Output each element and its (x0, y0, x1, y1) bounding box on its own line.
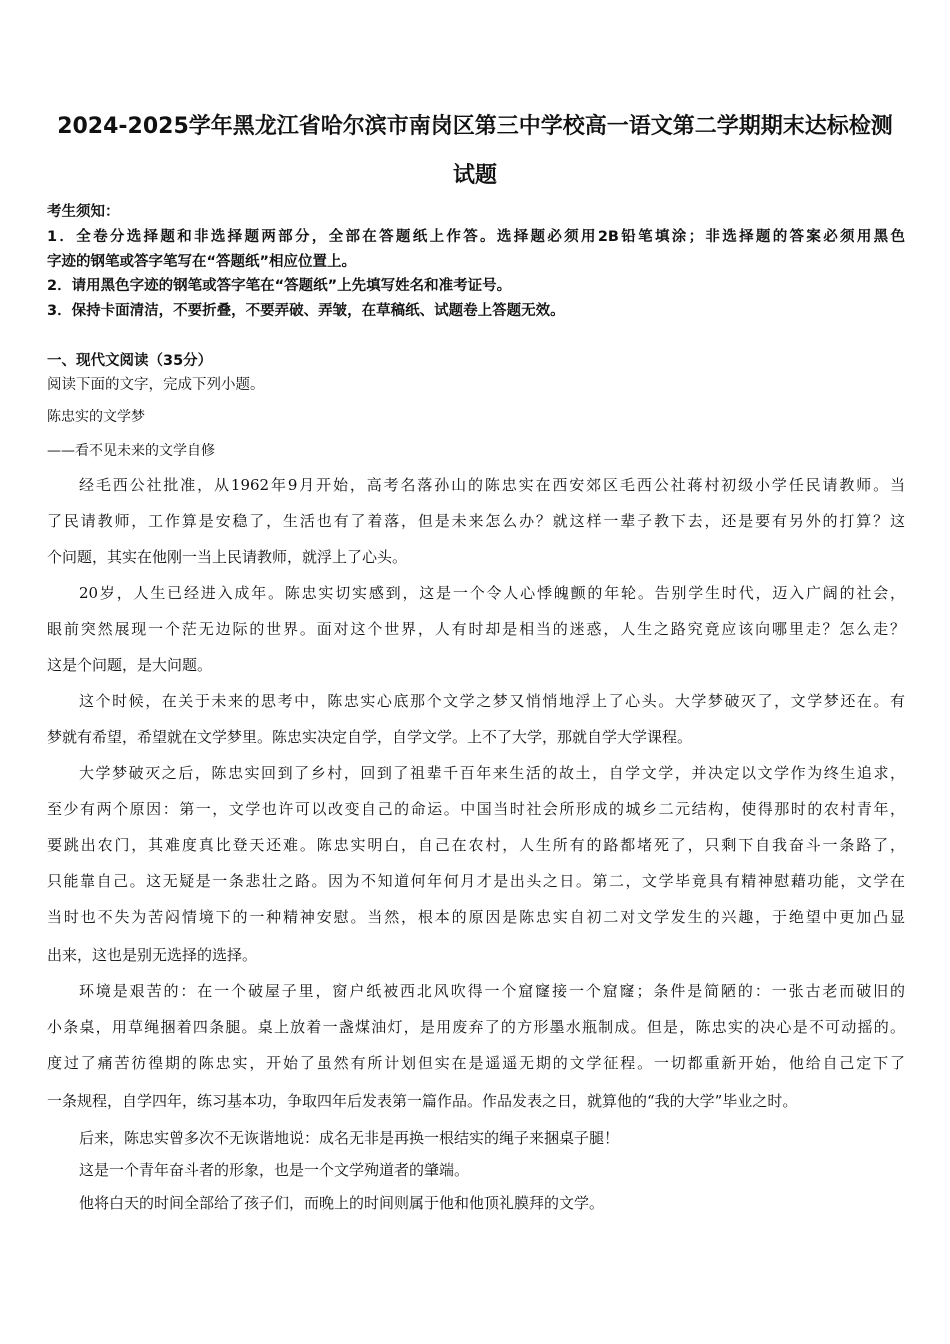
document-title-line-2: 试题 (452, 163, 497, 188)
article-title: 陈忠实的文学梦 (47, 409, 145, 425)
paragraph-line: 大学梦破灭之后，陈忠实回到了乡村，回到了祖辈千百年来生活的故土，自学文学，并决定以文学作为终生追求， (79, 764, 905, 782)
paragraph-line: 20岁，人生已经进入成年。陈忠实切实感到，这是一个令人心悸魄颤的年轮。告别学生时代，迈入广阔的社会， (79, 584, 905, 602)
paragraph-line: 只能靠自己。这无疑是一条悲壮之路。因为不知道何年何月才是出头之日。第二，文学毕竟具有精神慰藉功能，文学在 (47, 872, 905, 890)
paragraph-line: 经毛西公社批准，从1962年9月开始，高考名落孙山的陈忠实在西安郊区毛西公社蒋村初级小学任民请教师。当 (79, 476, 905, 494)
paragraph-line: 后来，陈忠实曾多次不无诙谐地说：成名无非是再换一根结实的绳子来捆桌子腿！ (79, 1129, 620, 1147)
section-heading: 一、现代文阅读（35分） (47, 353, 213, 369)
paragraph-line: 出来，这也是别无选择的选择。 (47, 946, 258, 964)
notice-heading: 考生须知： (47, 204, 120, 220)
notice-line: 3．保持卡面清洁，不要折叠，不要弄破、弄皱，在草稿纸、试题卷上答题无效。 (47, 303, 565, 319)
paragraph-line: 环境是艰苦的：在一个破屋子里，窗户纸被西北风吹得一个窟窿接一个窟窿；条件是简陋的：一张古老而破旧的 (79, 982, 905, 1000)
paragraph-line: 当时也不失为苦闷情境下的一种精神安慰。当然，根本的原因是陈忠实自初二对文学发生的兴趣，于绝望中更加凸显 (47, 908, 905, 926)
paragraph-line: 梦就有希望，希望就在文学梦里。陈忠实决定自学，自学文学。上不了大学，那就自学大学课程。 (47, 728, 693, 746)
paragraph-line: 个问题，其实在他刚一当上民请教师，就浮上了心头。 (47, 548, 408, 566)
paragraph-line: 至少有两个原因：第一，文学也许可以改变自己的命运。中国当时社会所形成的城乡二元结构，使得那时的农村青年， (47, 800, 905, 818)
paragraph-line: 这是一个青年奋斗者的形象，也是一个文学殉道者的肇端。 (79, 1161, 470, 1179)
paragraph-line: 了民请教师，工作算是安稳了，生活也有了着落，但是未来怎么办？就这样一辈子教下去，还是要有另外的打算？这 (47, 512, 905, 530)
document-title-line-1: 2024-2025学年黑龙江省哈尔滨市南岗区第三中学校高一语文第二学期期末达标检测 (57, 114, 893, 139)
paragraph-line: 度过了痛苦彷徨期的陈忠实，开始了虽然有所计划但实在是遥遥无期的文学征程。一切都重新开始，他给自己定下了 (47, 1054, 905, 1072)
paragraph-line: 小条桌，用草绳捆着四条腿。桌上放着一盏煤油灯，是用废弃了的方形墨水瓶制成。但是，陈忠实的决心是不可动摇的。 (47, 1018, 905, 1036)
paragraph-line: 这个时候，在关于未来的思考中，陈忠实心底那个文学之梦又悄悄地浮上了心头。大学梦破灭了，文学梦还在。有 (79, 692, 905, 710)
paragraph-line: 要跳出农门，其难度真比登天还难。陈忠实明白，自己在农村，人生所有的路都堵死了，只剩下自我奋斗一条路了， (47, 836, 905, 854)
paragraph-line: 一条规程，自学四年，练习基本功，争取四年后发表第一篇作品。作品发表之日，就算他的“我的大学”毕业之时。 (47, 1092, 798, 1110)
section-instruction: 阅读下面的文字，完成下列小题。 (47, 377, 265, 393)
paragraph-line: 这是个问题，是大问题。 (47, 656, 213, 674)
notice-line: 字迹的钢笔或答字笔写在“答题纸”相应位置上。 (47, 254, 357, 270)
paragraph-line: 他将白天的时间全部给了孩子们，而晚上的时间则属于他和他顶礼膜拜的文学。 (79, 1194, 605, 1212)
paragraph-line: 眼前突然展现一个茫无边际的世界。面对这个世界，人有时却是相当的迷惑，人生之路究竟应该向哪里走？怎么走？ (47, 620, 905, 638)
notice-line: 2．请用黑色字迹的钢笔或答字笔在“答题纸”上先填写姓名和准考证号。 (47, 278, 512, 294)
article-subtitle: ——看不见未来的文学自修 (47, 443, 215, 459)
notice-line: 1．全卷分选择题和非选择题两部分，全部在答题纸上作答。选择题必须用2B铅笔填涂；非选择题的答案必须用黑色 (47, 229, 905, 245)
